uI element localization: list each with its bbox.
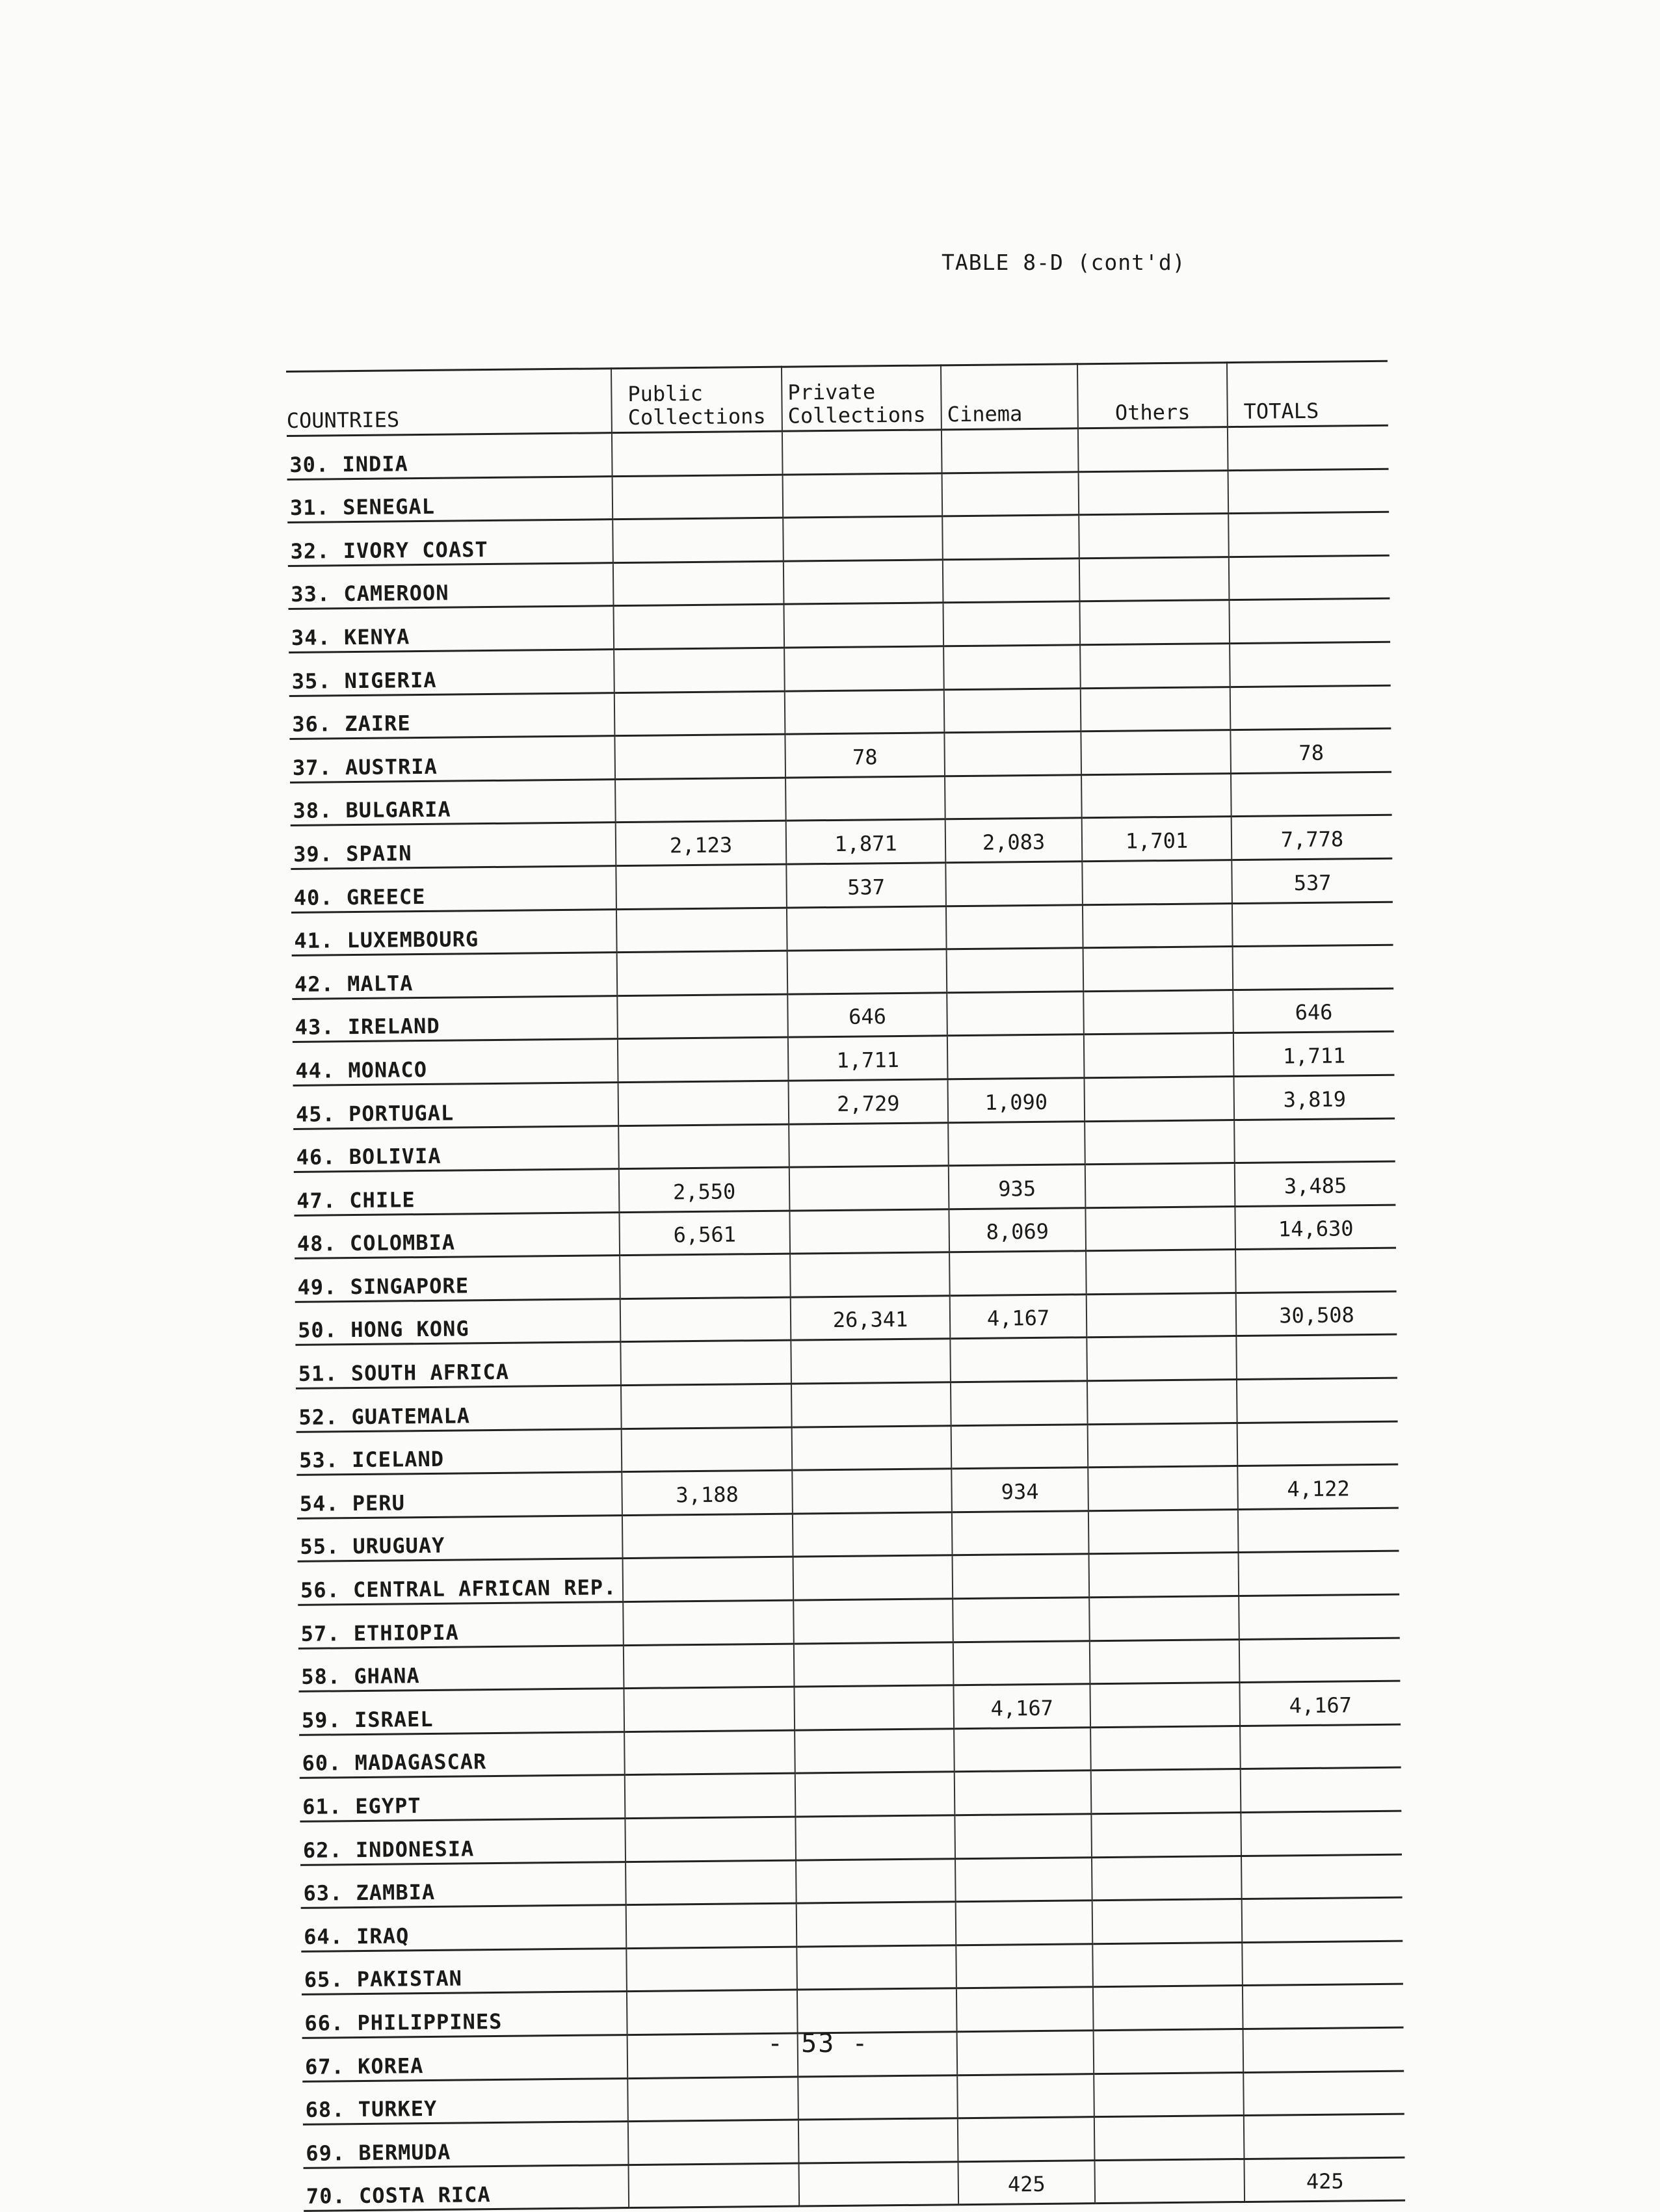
public-value-cell [621, 1384, 792, 1429]
country-name-cell: 55. URUGUAY [297, 1515, 623, 1561]
totals-value-cell [1240, 1724, 1401, 1769]
private-value-cell [782, 430, 942, 475]
public-value-cell [628, 2120, 799, 2165]
cinema-value-cell [942, 471, 1079, 516]
others-value-cell [1090, 1683, 1240, 1728]
country-name-cell: 44. MONACO [293, 1039, 618, 1085]
country-name-cell: 69. BERMUDA [303, 2122, 629, 2168]
totals-value-cell [1241, 1854, 1403, 1899]
others-value-cell [1083, 903, 1233, 948]
public-value-cell [620, 1297, 791, 1342]
private-value-cell [798, 2118, 958, 2163]
cinema-value-cell [943, 559, 1080, 603]
table-header-row [286, 361, 1388, 436]
public-value-cell [624, 1644, 795, 1689]
country-name-cell: 41. LUXEMBOURG [291, 909, 617, 955]
cinema-value-cell [956, 1943, 1093, 1988]
cinema-value-cell [947, 948, 1084, 993]
totals-value-cell: 30,508 [1236, 1291, 1397, 1336]
totals-value-cell [1239, 1551, 1400, 1596]
private-value-cell [793, 1555, 953, 1600]
private-value-cell [793, 1512, 953, 1557]
cinema-value-cell [943, 601, 1080, 646]
countries-table [286, 360, 1405, 2212]
totals-value-cell [1238, 1508, 1399, 1553]
private-value-cell: 2,729 [789, 1079, 949, 1124]
private-value-cell [793, 1599, 953, 1644]
country-name-cell: 30. INDIA [287, 433, 613, 479]
cinema-value-cell [942, 428, 1079, 473]
public-value-cell [613, 561, 784, 606]
totals-value-cell: 1,711 [1233, 1032, 1395, 1077]
cinema-value-cell [947, 991, 1084, 1036]
public-value-cell [624, 1687, 795, 1731]
private-value-cell [783, 516, 943, 561]
public-value-cell [627, 2077, 798, 2122]
others-value-cell [1086, 1250, 1236, 1295]
public-value-cell [616, 864, 787, 909]
country-name-cell: 59. ISRAEL [299, 1689, 625, 1735]
private-value-cell [789, 1209, 949, 1254]
header-cinema: Cinema [941, 364, 1078, 430]
totals-value-cell [1239, 1638, 1401, 1683]
totals-value-cell [1244, 2114, 1405, 2159]
private-value-cell [790, 1252, 950, 1297]
country-name-cell: 35. NIGERIA [289, 650, 614, 696]
totals-value-cell [1241, 1768, 1402, 1813]
header-countries: COUNTRIES [286, 369, 612, 436]
country-name-cell: 48. COLOMBIA [294, 1212, 620, 1258]
cinema-value-cell [944, 731, 1081, 776]
private-value-cell [785, 689, 945, 734]
country-name-cell: 58. GHANA [298, 1645, 624, 1691]
private-value-cell [794, 1685, 954, 1730]
others-value-cell [1085, 1206, 1235, 1251]
public-value-cell [613, 518, 784, 562]
totals-value-cell [1228, 469, 1390, 514]
totals-value-cell: 3,819 [1233, 1075, 1395, 1120]
private-value-cell: 646 [787, 993, 947, 1038]
totals-value-cell [1239, 1594, 1400, 1639]
others-value-cell [1094, 2072, 1244, 2117]
private-value-cell [791, 1339, 951, 1384]
cinema-value-cell [951, 1424, 1088, 1469]
country-name-cell: 36. ZAIRE [289, 692, 615, 739]
country-name-cell: 40. GREECE [291, 866, 616, 912]
country-name-cell: 31. SENEGAL [287, 476, 613, 522]
others-value-cell [1083, 947, 1233, 992]
public-value-cell [614, 691, 785, 736]
others-value-cell [1079, 557, 1230, 601]
others-value-cell [1092, 1942, 1243, 1987]
cinema-value-cell [953, 1598, 1090, 1642]
totals-value-cell [1230, 685, 1391, 730]
country-name-cell: 42. MALTA [292, 953, 618, 999]
public-value-cell [622, 1427, 793, 1472]
public-value-cell: 2,550 [619, 1167, 790, 1212]
cinema-value-cell [949, 1251, 1087, 1296]
totals-value-cell: 425 [1244, 2157, 1405, 2202]
data-table-container [286, 360, 1405, 2212]
others-value-cell [1083, 990, 1233, 1034]
public-value-cell [625, 1773, 796, 1818]
public-value-cell [618, 1081, 789, 1126]
public-value-cell [615, 778, 786, 823]
country-name-cell: 64. IRAQ [301, 1905, 627, 1951]
cinema-value-cell [948, 1121, 1085, 1166]
others-value-cell [1078, 427, 1228, 472]
country-name-cell: 54. PERU [296, 1472, 622, 1518]
private-value-cell [791, 1382, 951, 1427]
others-value-cell [1082, 860, 1232, 905]
country-name-cell: 32. IVORY COAST [287, 520, 613, 566]
cinema-value-cell [952, 1511, 1089, 1556]
cinema-value-cell [953, 1640, 1090, 1685]
totals-value-cell [1233, 945, 1394, 990]
public-value-cell [629, 2163, 800, 2208]
others-value-cell [1093, 1986, 1243, 2031]
totals-value-cell [1242, 1897, 1403, 1942]
country-name-cell: 62. INDONESIA [300, 1819, 626, 1865]
cinema-value-cell [946, 904, 1083, 949]
private-value-cell: 1,711 [788, 1036, 948, 1081]
others-value-cell [1089, 1553, 1239, 1598]
private-value-cell: 1,871 [786, 819, 946, 864]
cinema-value-cell [945, 775, 1082, 820]
public-value-cell [626, 1947, 797, 1992]
others-value-cell [1094, 2116, 1245, 2161]
public-value-cell [613, 605, 784, 650]
others-value-cell [1090, 1639, 1240, 1684]
country-name-cell: 34. KENYA [289, 606, 614, 652]
others-value-cell [1085, 1120, 1235, 1165]
private-value-cell [789, 1122, 949, 1167]
others-value-cell [1091, 1813, 1241, 1858]
others-value-cell: 1,701 [1082, 817, 1232, 862]
private-value-cell [784, 646, 944, 691]
page-number: - 53 - [767, 2029, 869, 2059]
private-value-cell [795, 1772, 955, 1817]
cinema-value-cell [957, 2074, 1094, 2118]
totals-value-cell [1229, 555, 1390, 600]
private-value-cell [798, 2161, 958, 2206]
others-value-cell [1091, 1769, 1241, 1814]
cinema-value-cell [955, 1771, 1092, 1815]
private-value-cell [784, 560, 943, 605]
totals-value-cell [1229, 599, 1390, 644]
public-value-cell: 2,123 [616, 821, 787, 865]
others-value-cell [1081, 773, 1232, 818]
cinema-value-cell [954, 1728, 1091, 1772]
country-name-cell: 49. SINGAPORE [295, 1256, 620, 1302]
public-value-cell [626, 1903, 797, 1948]
public-value-cell [613, 475, 784, 520]
cinema-value-cell: 8,069 [949, 1207, 1086, 1252]
public-value-cell [617, 994, 788, 1039]
public-value-cell [624, 1730, 795, 1775]
others-value-cell [1079, 600, 1230, 645]
totals-value-cell: 14,630 [1235, 1205, 1396, 1250]
country-name-cell: 61. EGYPT [300, 1775, 626, 1821]
header-others: Others [1077, 363, 1228, 428]
country-name-cell: 56. CENTRAL AFRICAN REP. [298, 1559, 624, 1605]
private-value-cell: 78 [785, 733, 945, 778]
public-value-cell [625, 1817, 796, 1862]
private-value-cell [795, 1729, 955, 1774]
private-value-cell [789, 1166, 949, 1211]
country-name-cell: 33. CAMEROON [288, 562, 614, 609]
private-value-cell [797, 1902, 956, 1947]
private-value-cell [797, 1988, 957, 2033]
cinema-value-cell: 934 [951, 1468, 1088, 1512]
country-name-cell: 43. IRELAND [292, 995, 618, 1042]
others-value-cell [1080, 644, 1230, 689]
public-value-cell [616, 908, 787, 953]
private-value-cell [784, 603, 943, 648]
cinema-value-cell: 935 [949, 1165, 1086, 1209]
others-value-cell [1088, 1509, 1239, 1554]
public-value-cell: 6,561 [619, 1211, 790, 1256]
private-value-cell [783, 473, 943, 518]
country-name-cell: 51. SOUTH AFRICA [295, 1342, 621, 1388]
cinema-value-cell: 1,090 [948, 1078, 1085, 1123]
totals-value-cell [1228, 425, 1389, 470]
public-value-cell [618, 1037, 789, 1082]
totals-value-cell [1243, 2071, 1404, 2116]
cinema-value-cell [956, 1987, 1094, 2032]
others-value-cell [1081, 687, 1231, 731]
others-value-cell [1079, 470, 1229, 515]
cinema-value-cell [951, 1381, 1088, 1426]
public-value-cell [626, 1860, 797, 1905]
private-value-cell [785, 776, 945, 821]
country-name-cell: 67. KOREA [302, 2035, 628, 2081]
others-value-cell [1089, 1596, 1239, 1641]
totals-value-cell: 4,167 [1239, 1681, 1401, 1726]
country-name-cell: 60. MADAGASCAR [299, 1731, 625, 1778]
public-value-cell [622, 1514, 793, 1559]
public-value-cell [617, 951, 788, 995]
totals-value-cell [1236, 1335, 1397, 1380]
country-name-cell: 50. HONG KONG [295, 1299, 621, 1345]
private-value-cell: 537 [786, 863, 946, 908]
others-value-cell [1084, 1033, 1234, 1078]
public-value-cell [614, 734, 785, 779]
private-value-cell [792, 1425, 952, 1470]
country-name-cell: 39. SPAIN [291, 823, 616, 869]
totals-value-cell: 3,485 [1235, 1161, 1396, 1206]
country-name-cell: 38. BULGARIA [290, 779, 616, 825]
totals-value-cell [1235, 1248, 1397, 1293]
private-value-cell [798, 2075, 958, 2120]
public-value-cell: 3,188 [622, 1470, 793, 1515]
private-value-cell [794, 1642, 954, 1687]
others-value-cell [1087, 1293, 1237, 1337]
cinema-value-cell [942, 515, 1079, 560]
totals-value-cell [1234, 1118, 1395, 1163]
table-title: TABLE 8-D (cont'd) [942, 250, 1186, 275]
cinema-value-cell [944, 688, 1081, 733]
cinema-value-cell [947, 1034, 1085, 1079]
others-value-cell [1094, 2159, 1245, 2204]
cinema-value-cell [955, 1857, 1092, 1902]
others-value-cell [1088, 1423, 1238, 1468]
others-value-cell [1094, 2029, 1244, 2074]
totals-value-cell [1237, 1421, 1399, 1466]
totals-value-cell [1243, 2027, 1404, 2072]
others-value-cell [1087, 1336, 1237, 1381]
cinema-value-cell [945, 862, 1083, 906]
others-value-cell [1079, 514, 1229, 559]
others-value-cell [1081, 730, 1231, 775]
totals-value-cell [1228, 512, 1390, 557]
others-value-cell [1090, 1726, 1241, 1771]
totals-value-cell [1237, 1378, 1398, 1423]
public-value-cell [612, 431, 783, 476]
country-name-cell: 57. ETHIOPIA [298, 1602, 624, 1648]
totals-value-cell [1243, 1984, 1404, 2029]
cinema-value-cell: 425 [958, 2160, 1095, 2205]
private-value-cell [792, 1469, 952, 1514]
others-value-cell [1085, 1163, 1235, 1208]
cinema-value-cell [955, 1814, 1092, 1859]
private-value-cell [796, 1858, 956, 1903]
public-value-cell [618, 1124, 789, 1169]
private-value-cell [787, 906, 947, 951]
country-name-cell: 52. GUATEMALA [296, 1386, 622, 1432]
others-value-cell [1088, 1466, 1238, 1511]
public-value-cell [620, 1341, 791, 1386]
others-value-cell [1087, 1380, 1237, 1425]
cinema-value-cell: 2,083 [945, 818, 1083, 863]
country-name-cell: 65. PAKISTAN [301, 1948, 627, 1994]
public-value-cell [623, 1557, 794, 1602]
country-name-cell: 70. COSTA RICA [304, 2165, 629, 2211]
cinema-value-cell [958, 2117, 1095, 2162]
totals-value-cell: 537 [1232, 858, 1393, 903]
cinema-value-cell: 4,167 [953, 1684, 1090, 1729]
country-name-cell: 66. PHILIPPINES [302, 1992, 627, 2038]
country-name-cell: 63. ZAMBIA [300, 1862, 626, 1908]
totals-value-cell: 4,122 [1237, 1464, 1399, 1509]
cinema-value-cell [957, 2031, 1094, 2075]
public-value-cell [623, 1600, 794, 1645]
country-name-cell: 45. PORTUGAL [293, 1083, 619, 1129]
public-value-cell [614, 648, 785, 692]
header-totals: TOTALS [1227, 361, 1388, 427]
others-value-cell [1084, 1076, 1234, 1121]
totals-value-cell: 7,778 [1232, 815, 1393, 860]
others-value-cell [1092, 1856, 1242, 1901]
country-name-cell: 68. TURKEY [302, 2078, 628, 2124]
others-value-cell [1092, 1899, 1243, 1944]
private-value-cell [797, 1945, 956, 1990]
totals-value-cell [1230, 642, 1391, 687]
cinema-value-cell [950, 1337, 1087, 1382]
private-value-cell [795, 1815, 955, 1860]
totals-value-cell [1231, 772, 1392, 817]
cinema-value-cell: 4,167 [950, 1295, 1087, 1339]
country-name-cell: 46. BOLIVIA [293, 1126, 619, 1172]
country-name-cell: 53. ICELAND [296, 1429, 622, 1475]
cinema-value-cell [953, 1554, 1090, 1599]
totals-value-cell [1241, 1811, 1402, 1856]
cinema-value-cell [956, 1901, 1093, 1945]
private-value-cell [787, 949, 947, 994]
header-public-collections: Public Collections [611, 367, 782, 433]
totals-value-cell: 646 [1233, 988, 1394, 1033]
totals-value-cell [1232, 902, 1393, 947]
country-name-cell: 47. CHILE [294, 1169, 620, 1215]
private-value-cell: 26,341 [791, 1296, 951, 1341]
totals-value-cell: 78 [1230, 728, 1391, 773]
country-name-cell: 37. AUSTRIA [289, 736, 615, 782]
totals-value-cell [1242, 1941, 1403, 1986]
cinema-value-cell [943, 645, 1081, 690]
table-body [287, 425, 1405, 2211]
public-value-cell [620, 1254, 791, 1298]
header-private-collections: Private Collections [782, 365, 942, 431]
